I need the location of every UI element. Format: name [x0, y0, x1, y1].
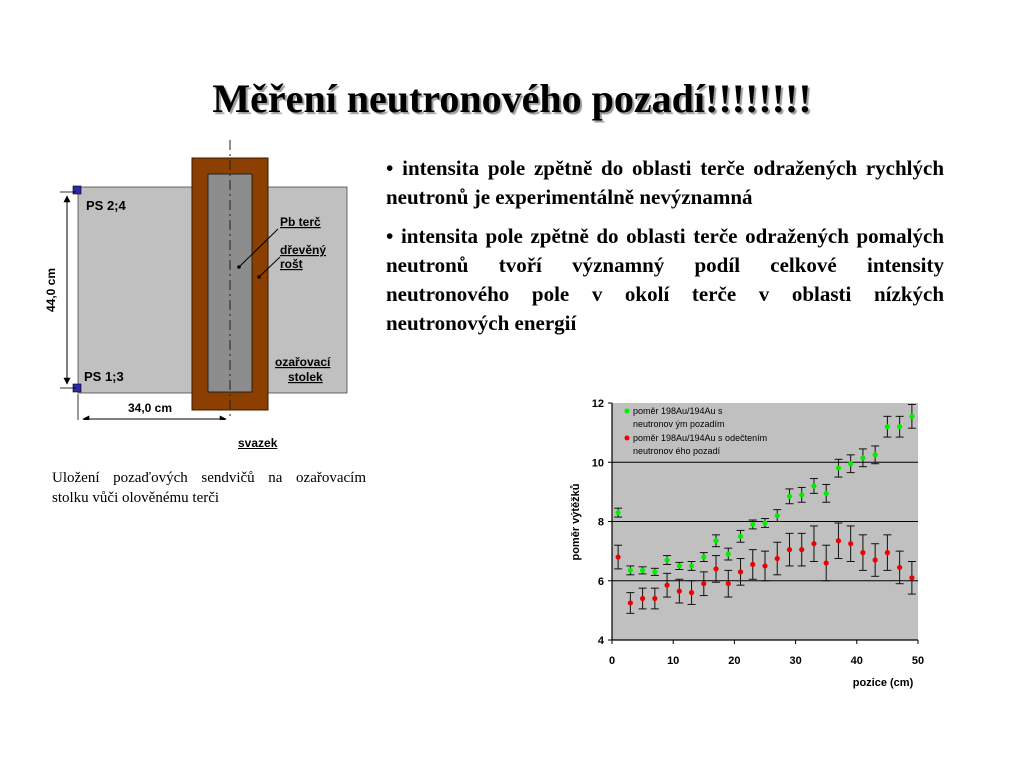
data-point-green	[860, 455, 865, 460]
legend-label: poměr 198Au/194Au s odečtením	[633, 433, 768, 443]
data-point-red	[738, 569, 743, 574]
label-dim-vertical: 44,0 cm	[44, 267, 58, 313]
data-point-red	[775, 556, 780, 561]
data-point-red	[811, 541, 816, 546]
legend-label: neutronov ým pozadím	[633, 419, 725, 429]
data-point-green	[848, 461, 853, 466]
data-point-green	[726, 551, 731, 556]
page-title: Měření neutronového pozadí!!!!!!!!	[212, 75, 812, 121]
x-axis-label: pozice (cm)	[852, 677, 914, 689]
bullet-list	[386, 154, 944, 348]
data-point-red	[701, 581, 706, 586]
ratio-chart	[555, 392, 935, 702]
data-point-red	[640, 596, 645, 601]
label-stolek-2: stolek	[288, 370, 323, 384]
data-point-green	[787, 494, 792, 499]
label-ps1: PS 1;3	[84, 369, 124, 384]
data-point-green	[713, 538, 718, 543]
data-point-red	[689, 590, 694, 595]
data-point-green	[689, 563, 694, 568]
data-point-green	[824, 491, 829, 496]
data-point-green	[628, 568, 633, 573]
label-dim-horizontal: 34,0 cm	[127, 401, 173, 415]
data-point-red	[848, 541, 853, 546]
y-tick-label: 10	[591, 457, 604, 470]
data-point-red	[652, 596, 657, 601]
y-tick-label: 6	[597, 575, 604, 588]
x-tick-label: 40	[850, 655, 863, 667]
data-point-green	[640, 568, 645, 573]
data-point-green	[738, 534, 743, 539]
data-point-green	[799, 492, 804, 497]
bullet-item: • intensita pole zpětně do oblasti terče odražených pomalých neutronů tvoří významný podíl celkové intensity neutronového pole v okolí terče v oblasti nízkých neutronových energií	[386, 224, 944, 335]
data-point-green	[873, 452, 878, 457]
detector-ps2	[73, 186, 81, 194]
label-ps2: PS 2;4	[86, 198, 126, 213]
data-point-red	[897, 565, 902, 570]
data-point-green	[664, 557, 669, 562]
data-point-green	[909, 414, 914, 419]
label-pb: Pb terč	[280, 215, 321, 229]
data-point-green	[652, 569, 657, 574]
y-tick-label: 8	[597, 516, 604, 529]
data-point-green	[750, 522, 755, 527]
label-stolek-1: ozařovací	[275, 355, 331, 369]
data-point-green	[775, 513, 780, 518]
data-point-green	[701, 554, 706, 559]
data-point-green	[897, 424, 902, 429]
label-rost-2: rošt	[280, 257, 303, 271]
leader-dot	[257, 275, 261, 279]
data-point-green	[811, 483, 816, 488]
legend-label: poměr 198Au/194Au s	[633, 406, 723, 416]
leader-dot	[237, 265, 241, 269]
data-point-red	[616, 554, 621, 559]
data-point-green	[885, 424, 890, 429]
data-point-green	[616, 510, 621, 515]
data-point-red	[664, 583, 669, 588]
data-point-red	[799, 547, 804, 552]
data-point-red	[750, 562, 755, 567]
data-point-red	[873, 557, 878, 562]
y-tick-label: 12	[591, 398, 604, 410]
legend-marker-green	[625, 409, 630, 414]
x-tick-label: 10	[667, 655, 680, 667]
data-point-red	[726, 581, 731, 586]
data-point-red	[885, 550, 890, 555]
legend-label: neutronov ého pozadí	[633, 446, 721, 456]
data-point-red	[836, 538, 841, 543]
x-tick-label: 0	[608, 655, 616, 667]
data-point-red	[628, 600, 633, 605]
x-tick-label: 30	[789, 655, 802, 667]
x-tick-label: 50	[911, 655, 925, 667]
figure-caption: Uložení pozaďových sendvičů na ozařovacím stolku vůči olověnému terči	[52, 470, 366, 506]
data-point-red	[824, 560, 829, 565]
y-tick-label: 4	[597, 635, 604, 647]
data-point-red	[860, 550, 865, 555]
data-point-red	[713, 566, 718, 571]
label-rost-1: dřevěný	[280, 243, 327, 257]
data-point-red	[787, 547, 792, 552]
data-point-red	[762, 563, 767, 568]
data-point-green	[677, 563, 682, 568]
legend-marker-red	[625, 436, 630, 441]
x-tick-label: 20	[728, 655, 741, 667]
data-point-red	[909, 575, 914, 580]
data-point-green	[762, 520, 767, 525]
label-svazek: svazek	[238, 436, 278, 450]
setup-diagram	[0, 0, 380, 420]
data-point-green	[836, 466, 841, 471]
bullet-item: • intensita pole zpětně do oblasti terče odražených rychlých neutronů je experimentálně nevýznamná	[386, 156, 944, 209]
y-axis-label: poměr výtěžků	[570, 483, 582, 561]
data-point-red	[677, 589, 682, 594]
